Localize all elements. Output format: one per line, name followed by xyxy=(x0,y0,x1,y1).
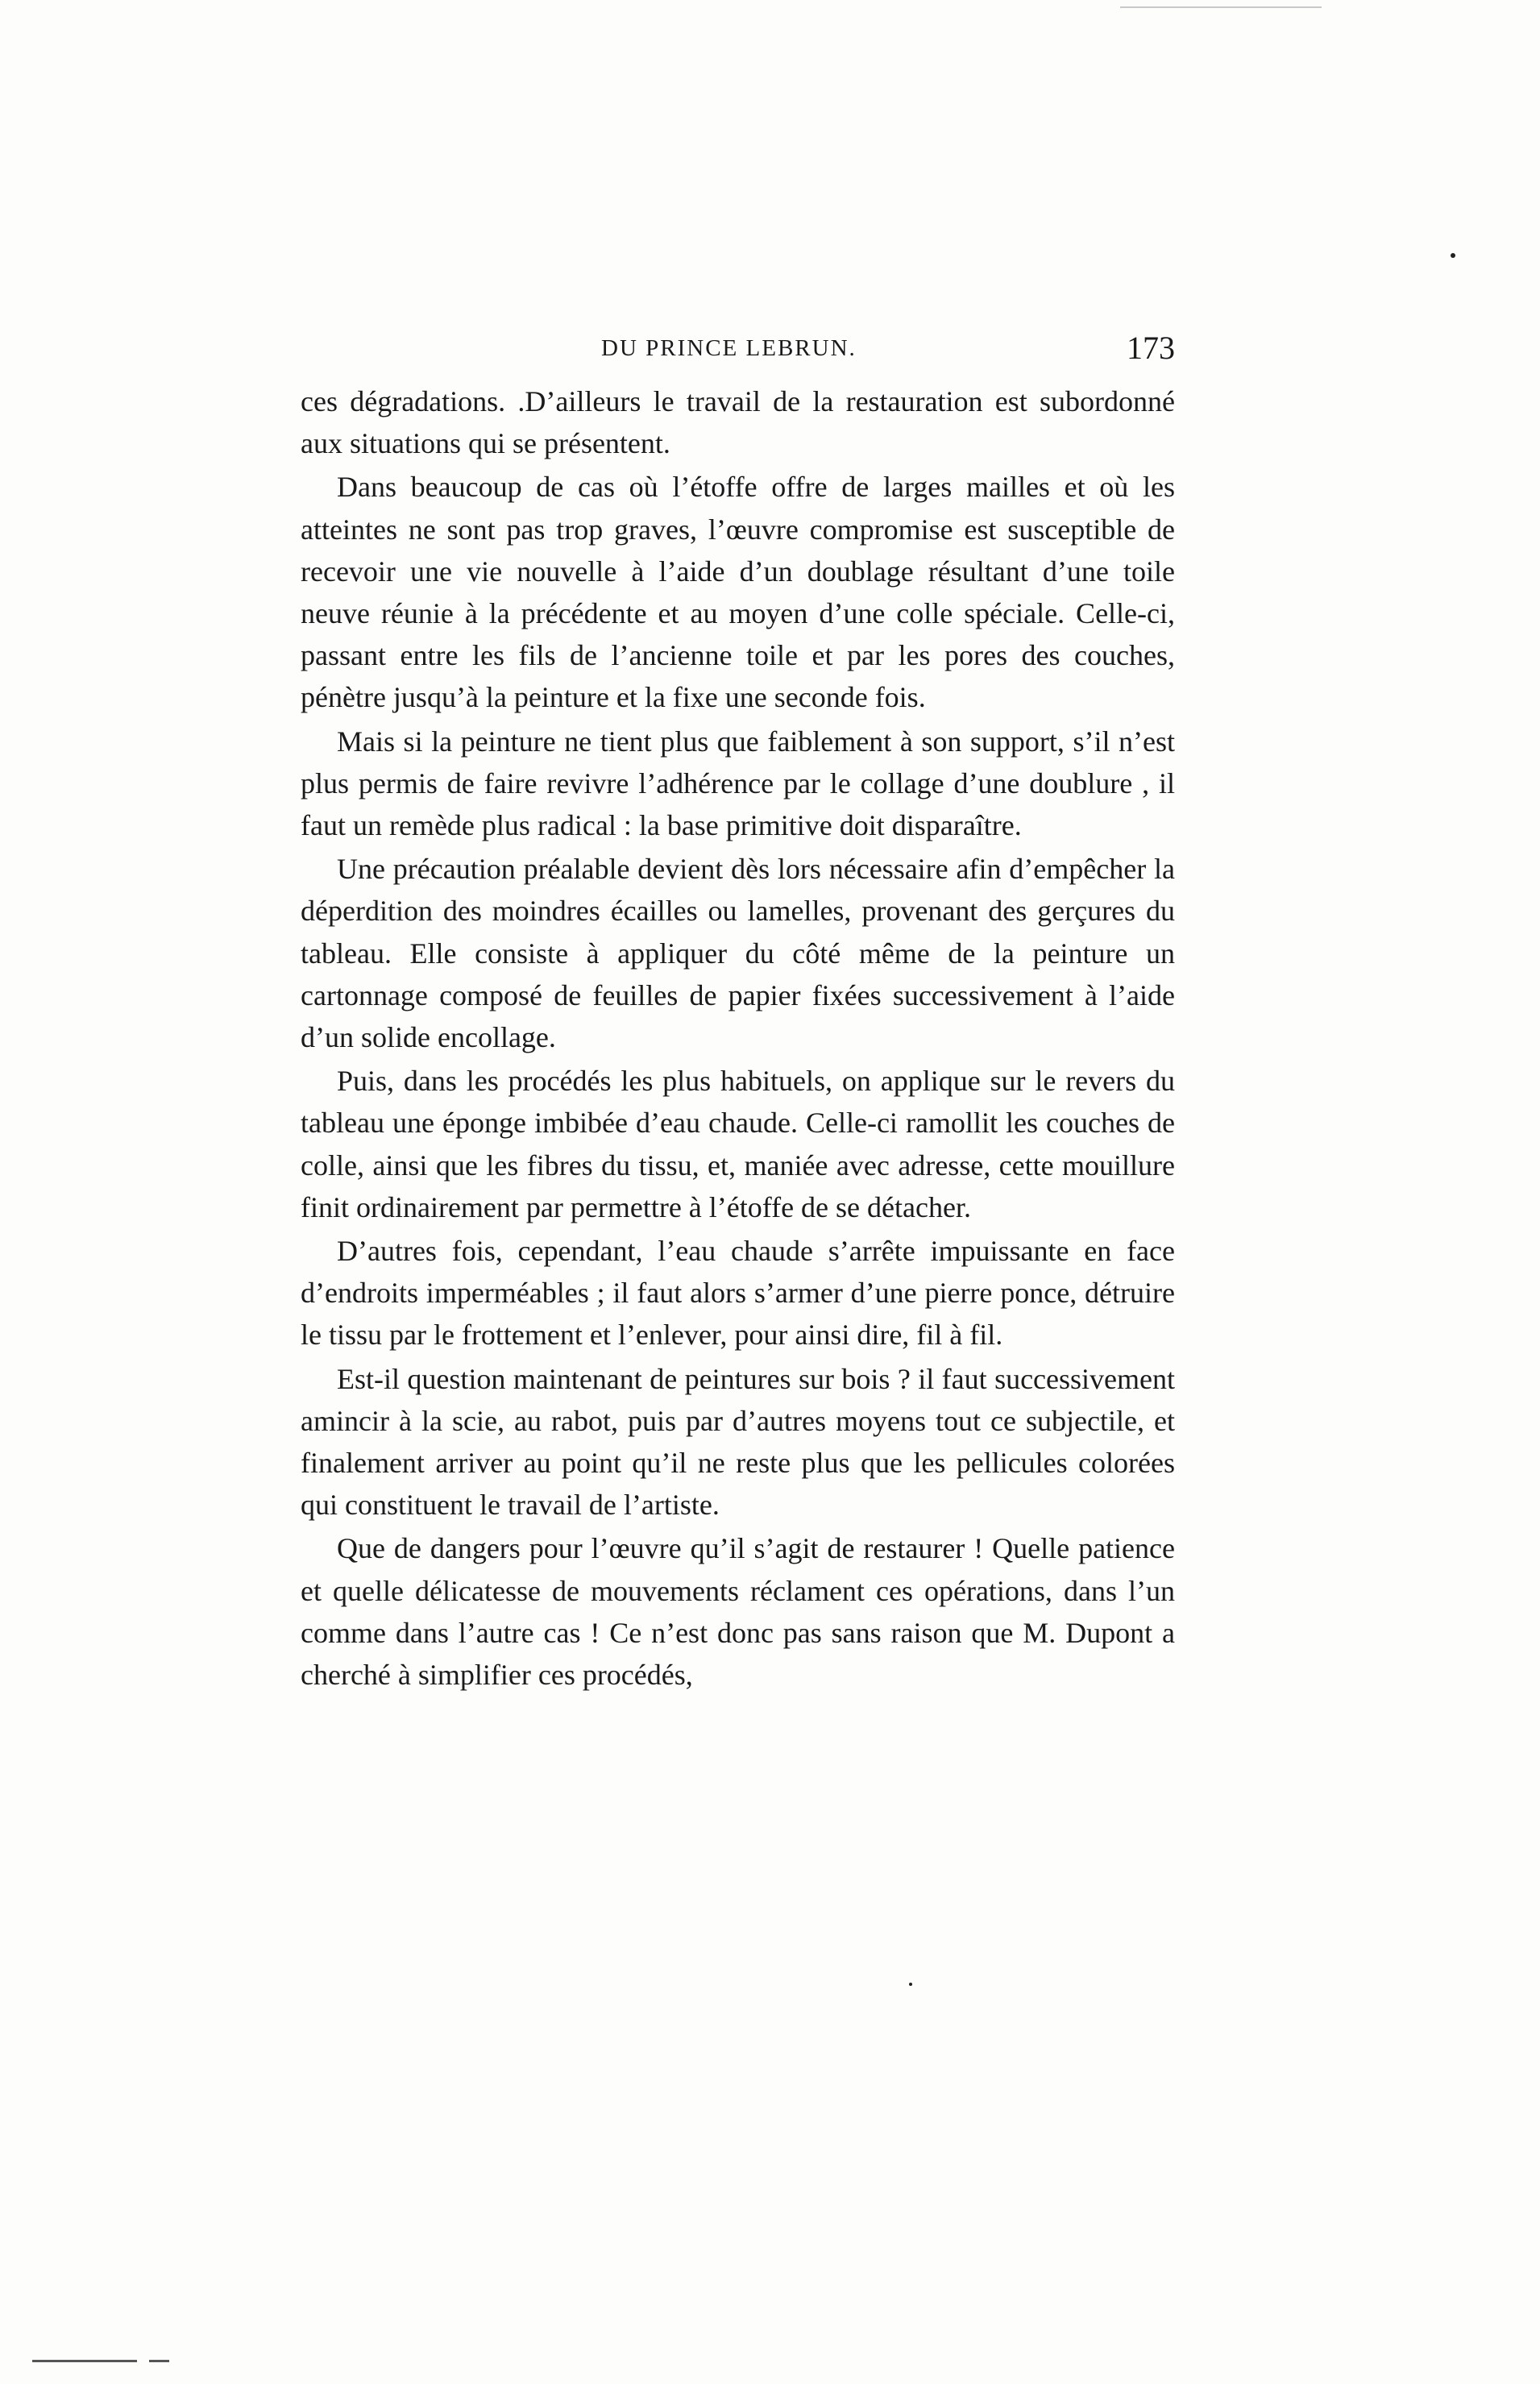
page-number: 173 xyxy=(1127,330,1175,366)
paragraph: Une précaution préalable devient dès lors nécessaire afin d’empêcher la déperdition des moindres écailles ou lamelles, provenant des gerçures du tableau. Elle consiste à appliquer du côté même de la peinture un cartonnage composé de feuilles de papier fixées successivement à l’aide d’un solide encollage. xyxy=(301,853,1175,1054)
paragraph: Puis, dans les procédés les plus habituels, on applique sur le revers du tableau une éponge imbibée d’eau chaude. Celle-ci ramollit les couches de colle, ainsi que les fibres du tissu, et, maniée avec adresse, cette mouillure finit ordinairement par permettre à l’étoffe de se détacher. xyxy=(301,1065,1175,1223)
ink-speck xyxy=(909,1983,912,1986)
scan-edge-mark xyxy=(1120,6,1322,8)
scan-edge-mark xyxy=(149,2360,169,2362)
paragraph: Dans beaucoup de cas où l’étoffe offre de larges mailles et où les atteintes ne sont pas trop graves, l’œuvre compromise est susceptible de recevoir une vie nouvelle à l’aide d’un doublage résultant d’une toile neuve réunie à la précédente et au moyen d’une colle spéciale. Celle-ci, passant entre les fils de l’ancienne toile et par les pores des couches, pénètre jusqu’à la peinture et la fixe une seconde fois. xyxy=(301,471,1175,714)
body-text xyxy=(301,380,1175,1697)
running-title: DU PRINCE LEBRUN. xyxy=(601,335,857,361)
paragraph: Est-il question maintenant de peintures sur bois ? il faut successivement amincir à la scie, au rabot, puis par d’autres moyens tout ce subjectile, et finalement arriver au point qu’il ne reste plus que les pellicules colorées qui constituent le travail de l’artiste. xyxy=(301,1362,1175,1522)
paragraph: Que de dangers pour l’œuvre qu’il s’agit de restaurer ! Quelle patience et quelle délicatesse de mouvements réclament ces opérations, dans l’un comme dans l’autre cas ! Ce n’est donc pas sans raison que M. Dupont a cherché à simplifier ces procédés, xyxy=(301,1532,1175,1692)
running-head xyxy=(301,329,1175,369)
ink-speck xyxy=(1451,253,1455,258)
paragraph: D’autres fois, cependant, l’eau chaude s’arrête impuissante en face d’endroits imperméables ; il faut alors s’armer d’une pierre ponce, détruire le tissu par le frottement et l’enlever, pour ainsi dire, fil à fil. xyxy=(301,1235,1175,1352)
paragraph: ces dégradations. .D’ailleurs le travail de la restauration est subordonné aux situations qui se présentent. xyxy=(301,385,1175,460)
paragraph: Mais si la peinture ne tient plus que faiblement à son support, s’il n’est plus permis de faire revivre l’adhérence par le collage d’une doublure , il faut un remède plus radical : la base primitive doit disparaître. xyxy=(301,725,1175,842)
scan-edge-mark xyxy=(32,2360,137,2362)
